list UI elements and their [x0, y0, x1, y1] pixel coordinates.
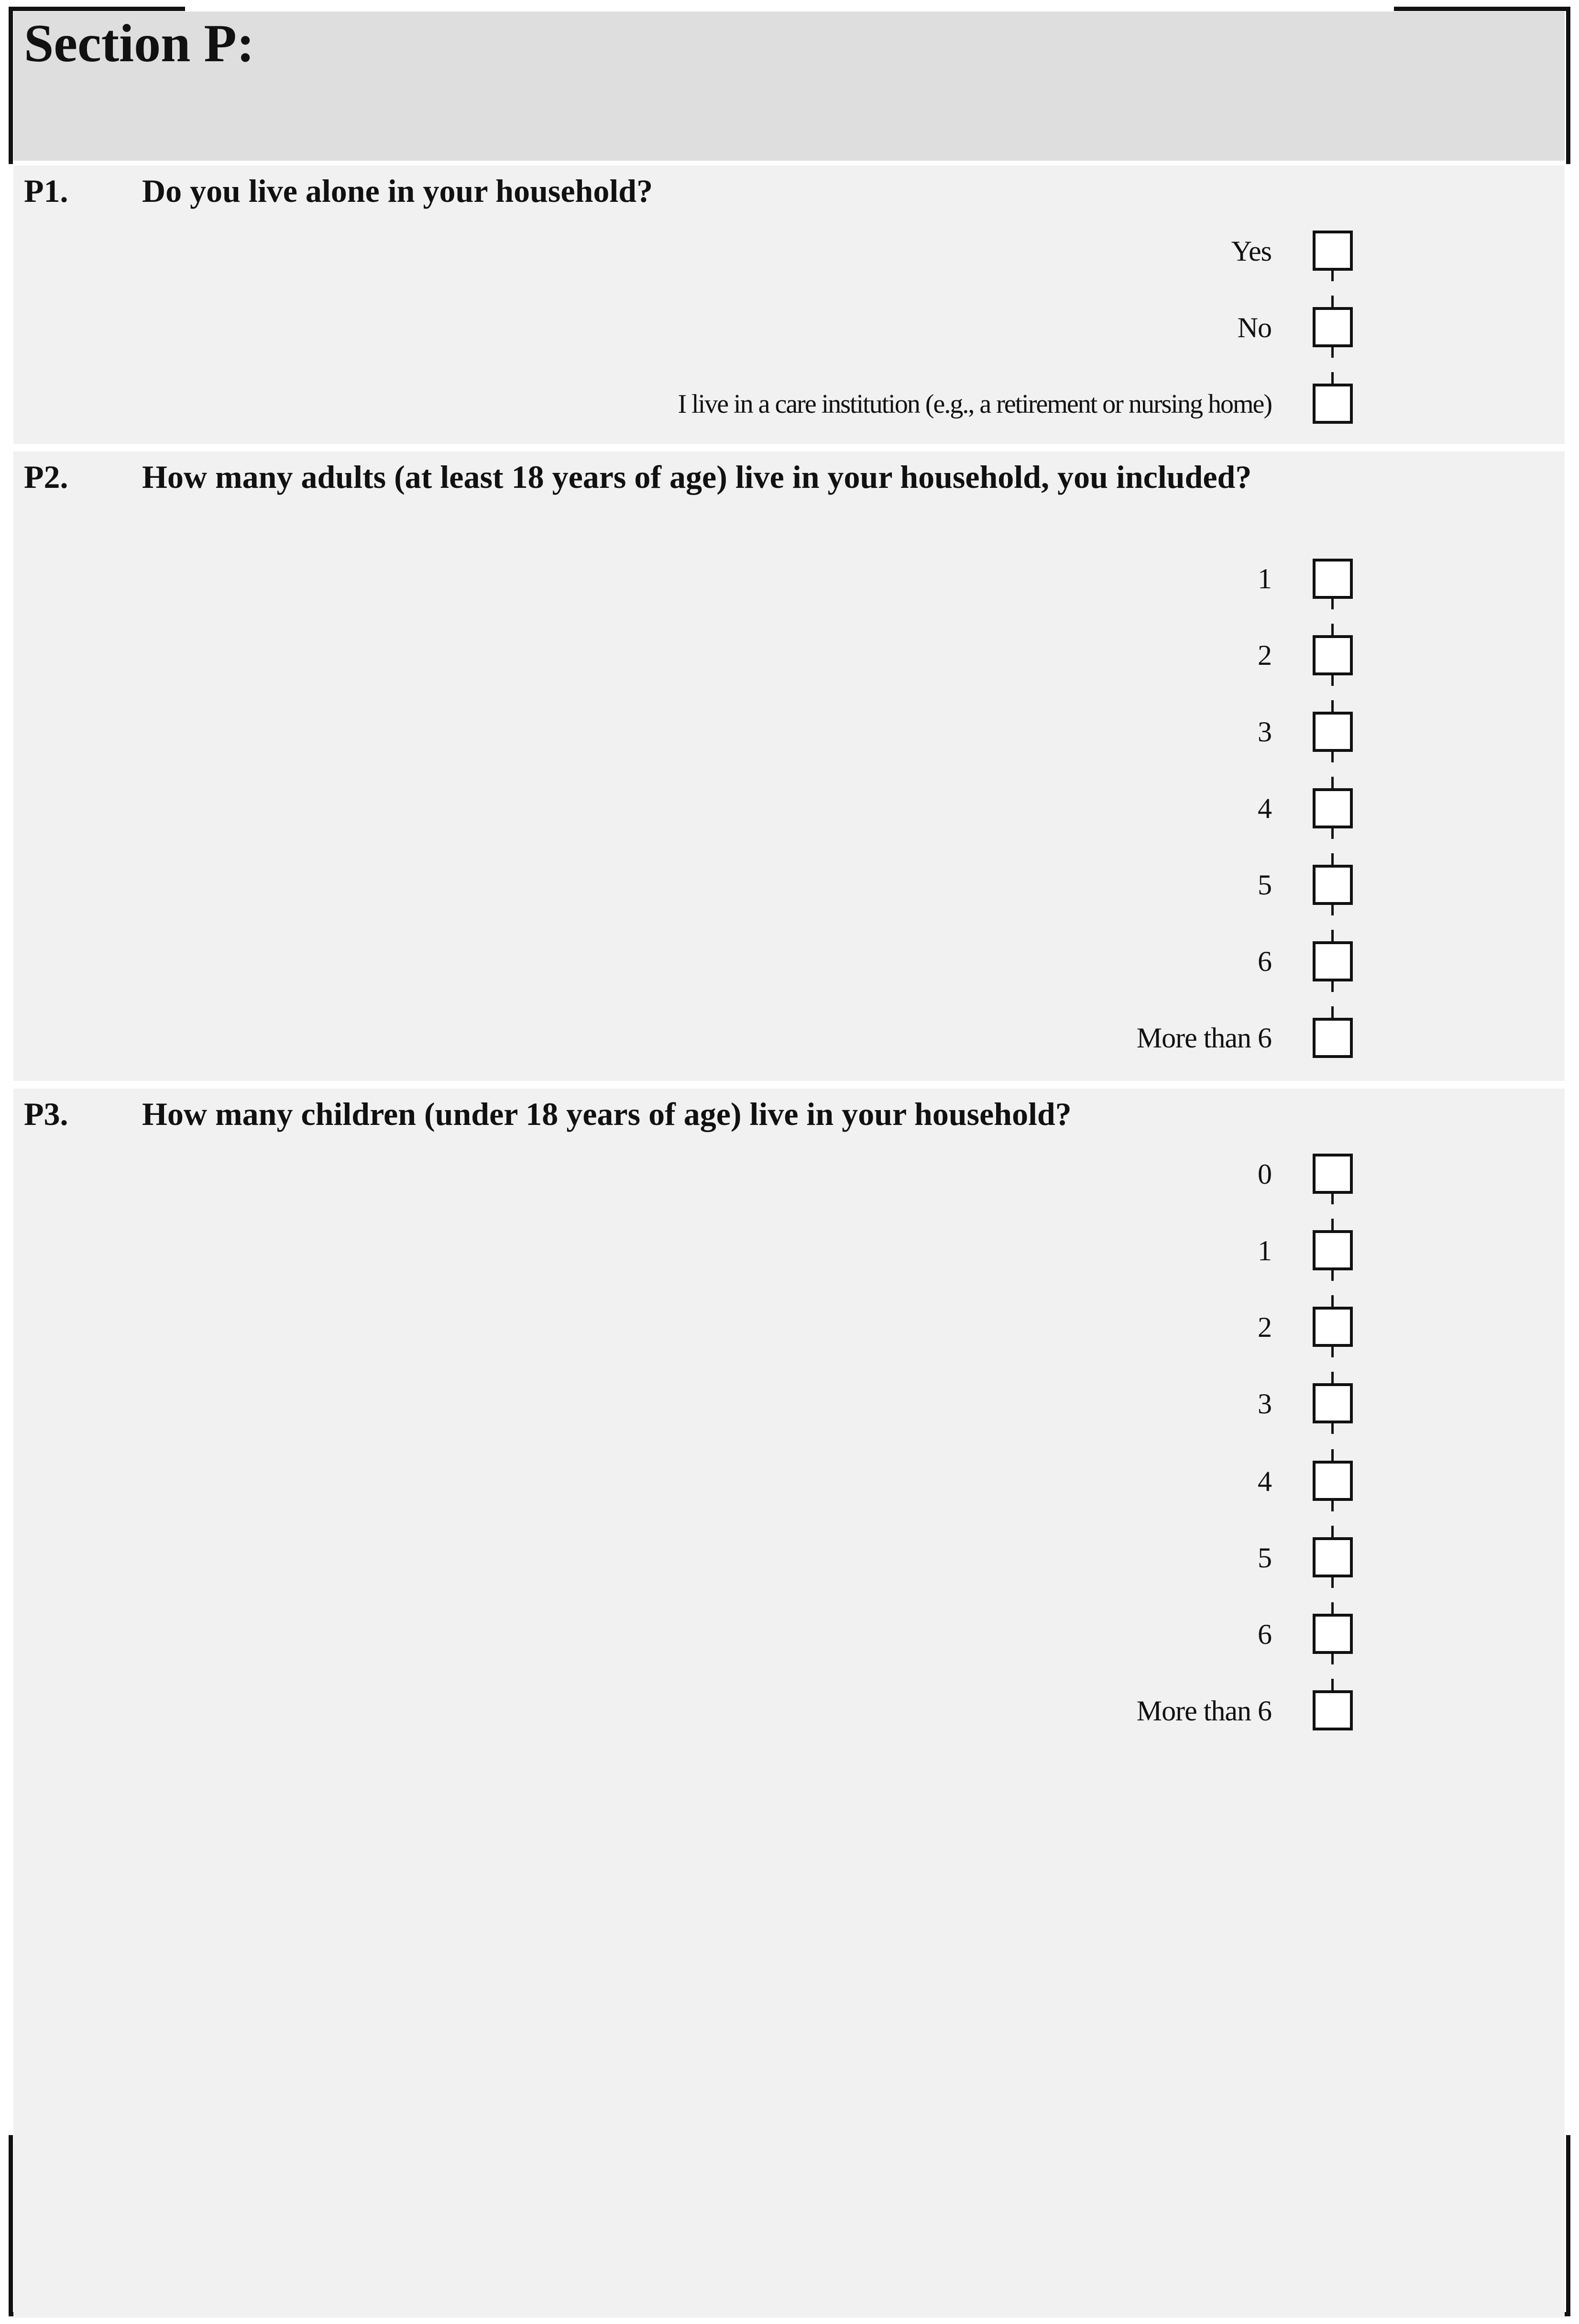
connector-tick — [1331, 1295, 1334, 1307]
connector-tick — [1331, 372, 1334, 384]
option-label: More than 6 — [1136, 1022, 1272, 1054]
connector-tick — [1331, 1219, 1334, 1230]
connector-tick — [1331, 930, 1334, 941]
section-title: Section P: — [24, 14, 255, 73]
connector-tick — [1331, 751, 1334, 762]
connector-tick — [1331, 853, 1334, 865]
connector-tick — [1331, 904, 1334, 915]
connector-tick — [1331, 346, 1334, 358]
connector-tick — [1331, 1006, 1334, 1018]
connector-tick — [1331, 1449, 1334, 1461]
connector-tick — [1331, 1193, 1334, 1204]
checkbox-p1-yes[interactable] — [1313, 231, 1353, 271]
checkbox-p3-4[interactable] — [1313, 1461, 1353, 1501]
checkbox-p2-1[interactable] — [1313, 559, 1353, 599]
option-label: 4 — [1258, 793, 1272, 824]
checkbox-p1-care-institution[interactable] — [1313, 384, 1353, 424]
connector-tick — [1331, 777, 1334, 788]
question-number: P2. — [24, 459, 68, 495]
connector-tick — [1331, 1576, 1334, 1588]
connector-tick — [1331, 980, 1334, 992]
connector-tick — [1331, 1679, 1334, 1690]
checkbox-p2-3[interactable] — [1313, 712, 1353, 752]
question-number: P1. — [24, 173, 68, 209]
option-label: Yes — [1231, 235, 1272, 267]
checkbox-p3-2[interactable] — [1313, 1307, 1353, 1347]
checkbox-p1-no[interactable] — [1313, 307, 1353, 347]
checkbox-p2-more-than-6[interactable] — [1313, 1018, 1353, 1058]
option-label: 5 — [1258, 1542, 1272, 1574]
connector-tick — [1331, 1500, 1334, 1511]
question-text: How many children (under 18 years of age) live in your household? — [142, 1096, 1072, 1132]
checkbox-p2-6[interactable] — [1313, 941, 1353, 981]
option-label: 2 — [1258, 639, 1272, 671]
checkbox-p2-5[interactable] — [1313, 865, 1353, 905]
option-label: 4 — [1258, 1465, 1272, 1497]
checkbox-p3-5[interactable] — [1313, 1537, 1353, 1577]
checkbox-p3-1[interactable] — [1313, 1230, 1353, 1270]
question-number: P3. — [24, 1096, 68, 1132]
option-label: 0 — [1258, 1158, 1272, 1190]
connector-tick — [1331, 624, 1334, 635]
connector-tick — [1331, 1269, 1334, 1281]
option-label: 6 — [1258, 946, 1272, 977]
option-label: More than 6 — [1136, 1695, 1272, 1727]
connector-tick — [1331, 827, 1334, 839]
option-label: 6 — [1258, 1619, 1272, 1650]
option-label: 3 — [1258, 716, 1272, 748]
connector-tick — [1331, 1526, 1334, 1537]
connector-tick — [1331, 1602, 1334, 1614]
option-label: 5 — [1258, 869, 1272, 901]
checkbox-p2-2[interactable] — [1313, 635, 1353, 675]
checkbox-p3-6[interactable] — [1313, 1614, 1353, 1654]
option-label: 1 — [1258, 1235, 1272, 1267]
option-label: 2 — [1258, 1311, 1272, 1343]
checkbox-p3-3[interactable] — [1313, 1383, 1353, 1423]
checkbox-p3-0[interactable] — [1313, 1154, 1353, 1194]
connector-tick — [1331, 700, 1334, 712]
option-label: I live in a care institution (e.g., a retirement or nursing home) — [678, 389, 1272, 419]
connector-tick — [1331, 1372, 1334, 1383]
question-text: Do you live alone in your household? — [142, 173, 653, 209]
connector-tick — [1331, 1346, 1334, 1357]
connector-tick — [1331, 598, 1334, 609]
connector-tick — [1331, 296, 1334, 307]
checkbox-p3-more-than-6[interactable] — [1313, 1690, 1353, 1730]
option-label: 1 — [1258, 563, 1272, 595]
question-text: How many adults (at least 18 years of age) live in your household, you included? — [142, 459, 1252, 495]
option-label: 3 — [1258, 1388, 1272, 1420]
option-label: No — [1237, 312, 1272, 343]
connector-tick — [1331, 1653, 1334, 1664]
checkbox-p2-4[interactable] — [1313, 788, 1353, 828]
connector-tick — [1331, 1422, 1334, 1434]
connector-tick — [1331, 674, 1334, 686]
connector-tick — [1331, 270, 1334, 281]
